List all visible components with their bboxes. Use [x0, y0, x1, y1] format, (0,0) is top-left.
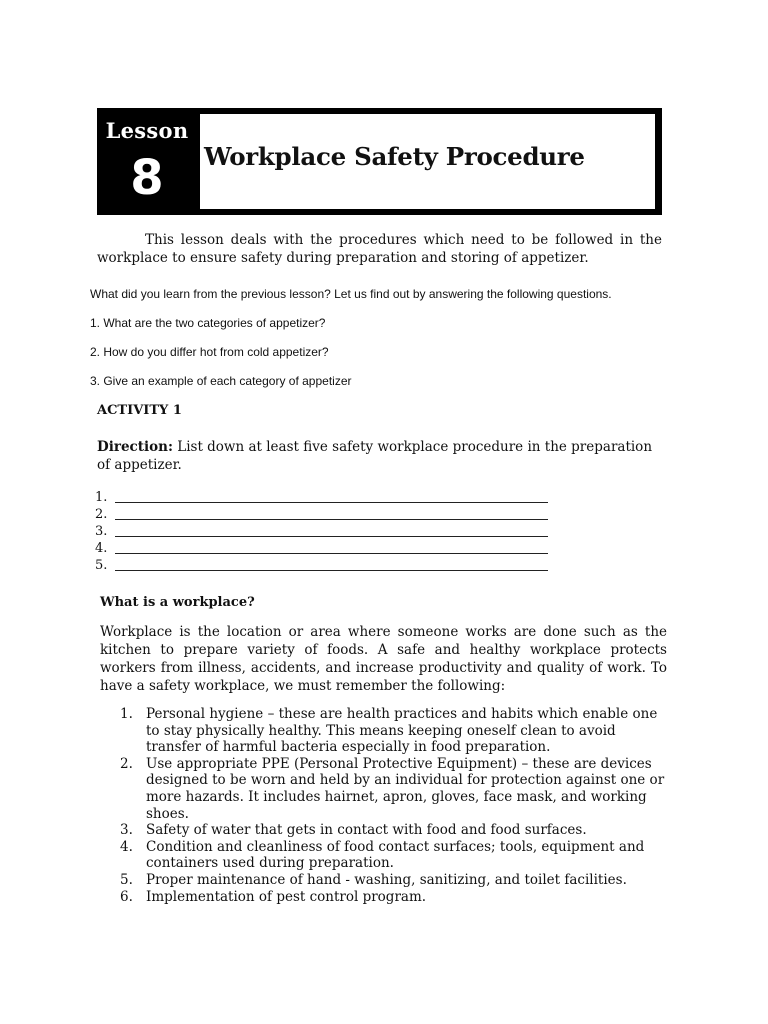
- answer-number: 1.: [95, 490, 108, 505]
- answer-row: [95, 556, 555, 573]
- answer-line: [115, 490, 548, 503]
- lesson-label: Lesson: [105, 118, 189, 143]
- list-item: [120, 706, 668, 756]
- answer-line: [115, 558, 548, 571]
- review-question: 1. What are the two categories of appetizer?: [90, 316, 326, 330]
- list-item: [120, 889, 668, 906]
- answer-line: [115, 524, 548, 537]
- list-text: Condition and cleanliness of food contact surfaces; tools, equipment and containers used during preparation.: [146, 838, 645, 872]
- answer-number: 5.: [95, 558, 108, 573]
- answer-number: 3.: [95, 524, 108, 539]
- answer-line: [115, 507, 548, 520]
- list-text: Use appropriate PPE (Personal Protective Equipment) – these are devices designed to be worn and held by an individual for protection against one or more hazards. It includes hairnet, apron, gloves, face mask, and working shoes.: [146, 755, 665, 822]
- lesson-header: [97, 108, 662, 215]
- list-item: [120, 756, 668, 822]
- list-text: Implementation of pest control program.: [146, 888, 427, 905]
- answer-number: 2.: [95, 507, 108, 522]
- list-number: 2.: [120, 755, 133, 772]
- lesson-number: 8: [130, 150, 164, 206]
- list-number: 5.: [120, 871, 133, 888]
- section-title: What is a workplace?: [100, 595, 255, 610]
- list-text: Proper maintenance of hand - washing, sanitizing, and toilet facilities.: [146, 871, 627, 888]
- list-item: [120, 872, 668, 889]
- direction-text: List down at least five safety workplace procedure in the preparation of appetizer.: [97, 439, 653, 473]
- answer-row: [95, 505, 555, 522]
- list-number: 4.: [120, 838, 133, 855]
- workplace-paragraph: Workplace is the location or area where someone works are done such as the kitchen to prepare variety of foods. A safe and healthy workplace protects workers from illness, accidents, and increase productivity and quality of work. To have a safety workplace, we must remember the following:: [100, 624, 667, 694]
- activity-direction: [97, 438, 662, 474]
- answer-row: [95, 488, 555, 505]
- safety-list: [120, 706, 668, 905]
- list-number: 3.: [120, 822, 133, 839]
- answer-row: [95, 522, 555, 539]
- lesson-badge: [97, 108, 197, 215]
- answer-row: [95, 539, 555, 556]
- answer-number: 4.: [95, 541, 108, 556]
- list-text: Safety of water that gets in contact with food and food surfaces.: [146, 822, 587, 839]
- list-text: Personal hygiene – these are health practices and habits which enable one to stay physically healthy. This means keeping oneself clean to avoid transfer of harmful bacteria especially in food preparation.: [146, 706, 658, 756]
- list-number: 6.: [120, 888, 133, 905]
- intro-paragraph: This lesson deals with the procedures which need to be followed in the workplace to ensure safety during preparation and storing of appetizer.: [97, 232, 662, 266]
- list-number: 1.: [120, 706, 133, 722]
- activity-title: ACTIVITY 1: [97, 403, 182, 418]
- review-question: 2. How do you differ hot from cold appetizer?: [90, 345, 329, 359]
- list-item: [120, 822, 668, 839]
- list-item: [120, 839, 668, 872]
- title-panel: [199, 113, 656, 210]
- answer-line: [115, 541, 548, 554]
- review-prompt: What did you learn from the previous lesson? Let us find out by answering the following questions.: [90, 287, 612, 301]
- answer-blanks: [95, 488, 555, 573]
- direction-label: Direction:: [97, 439, 173, 455]
- page-title: Workplace Safety Procedure: [204, 142, 585, 171]
- review-question: 3. Give an example of each category of appetizer: [90, 374, 352, 388]
